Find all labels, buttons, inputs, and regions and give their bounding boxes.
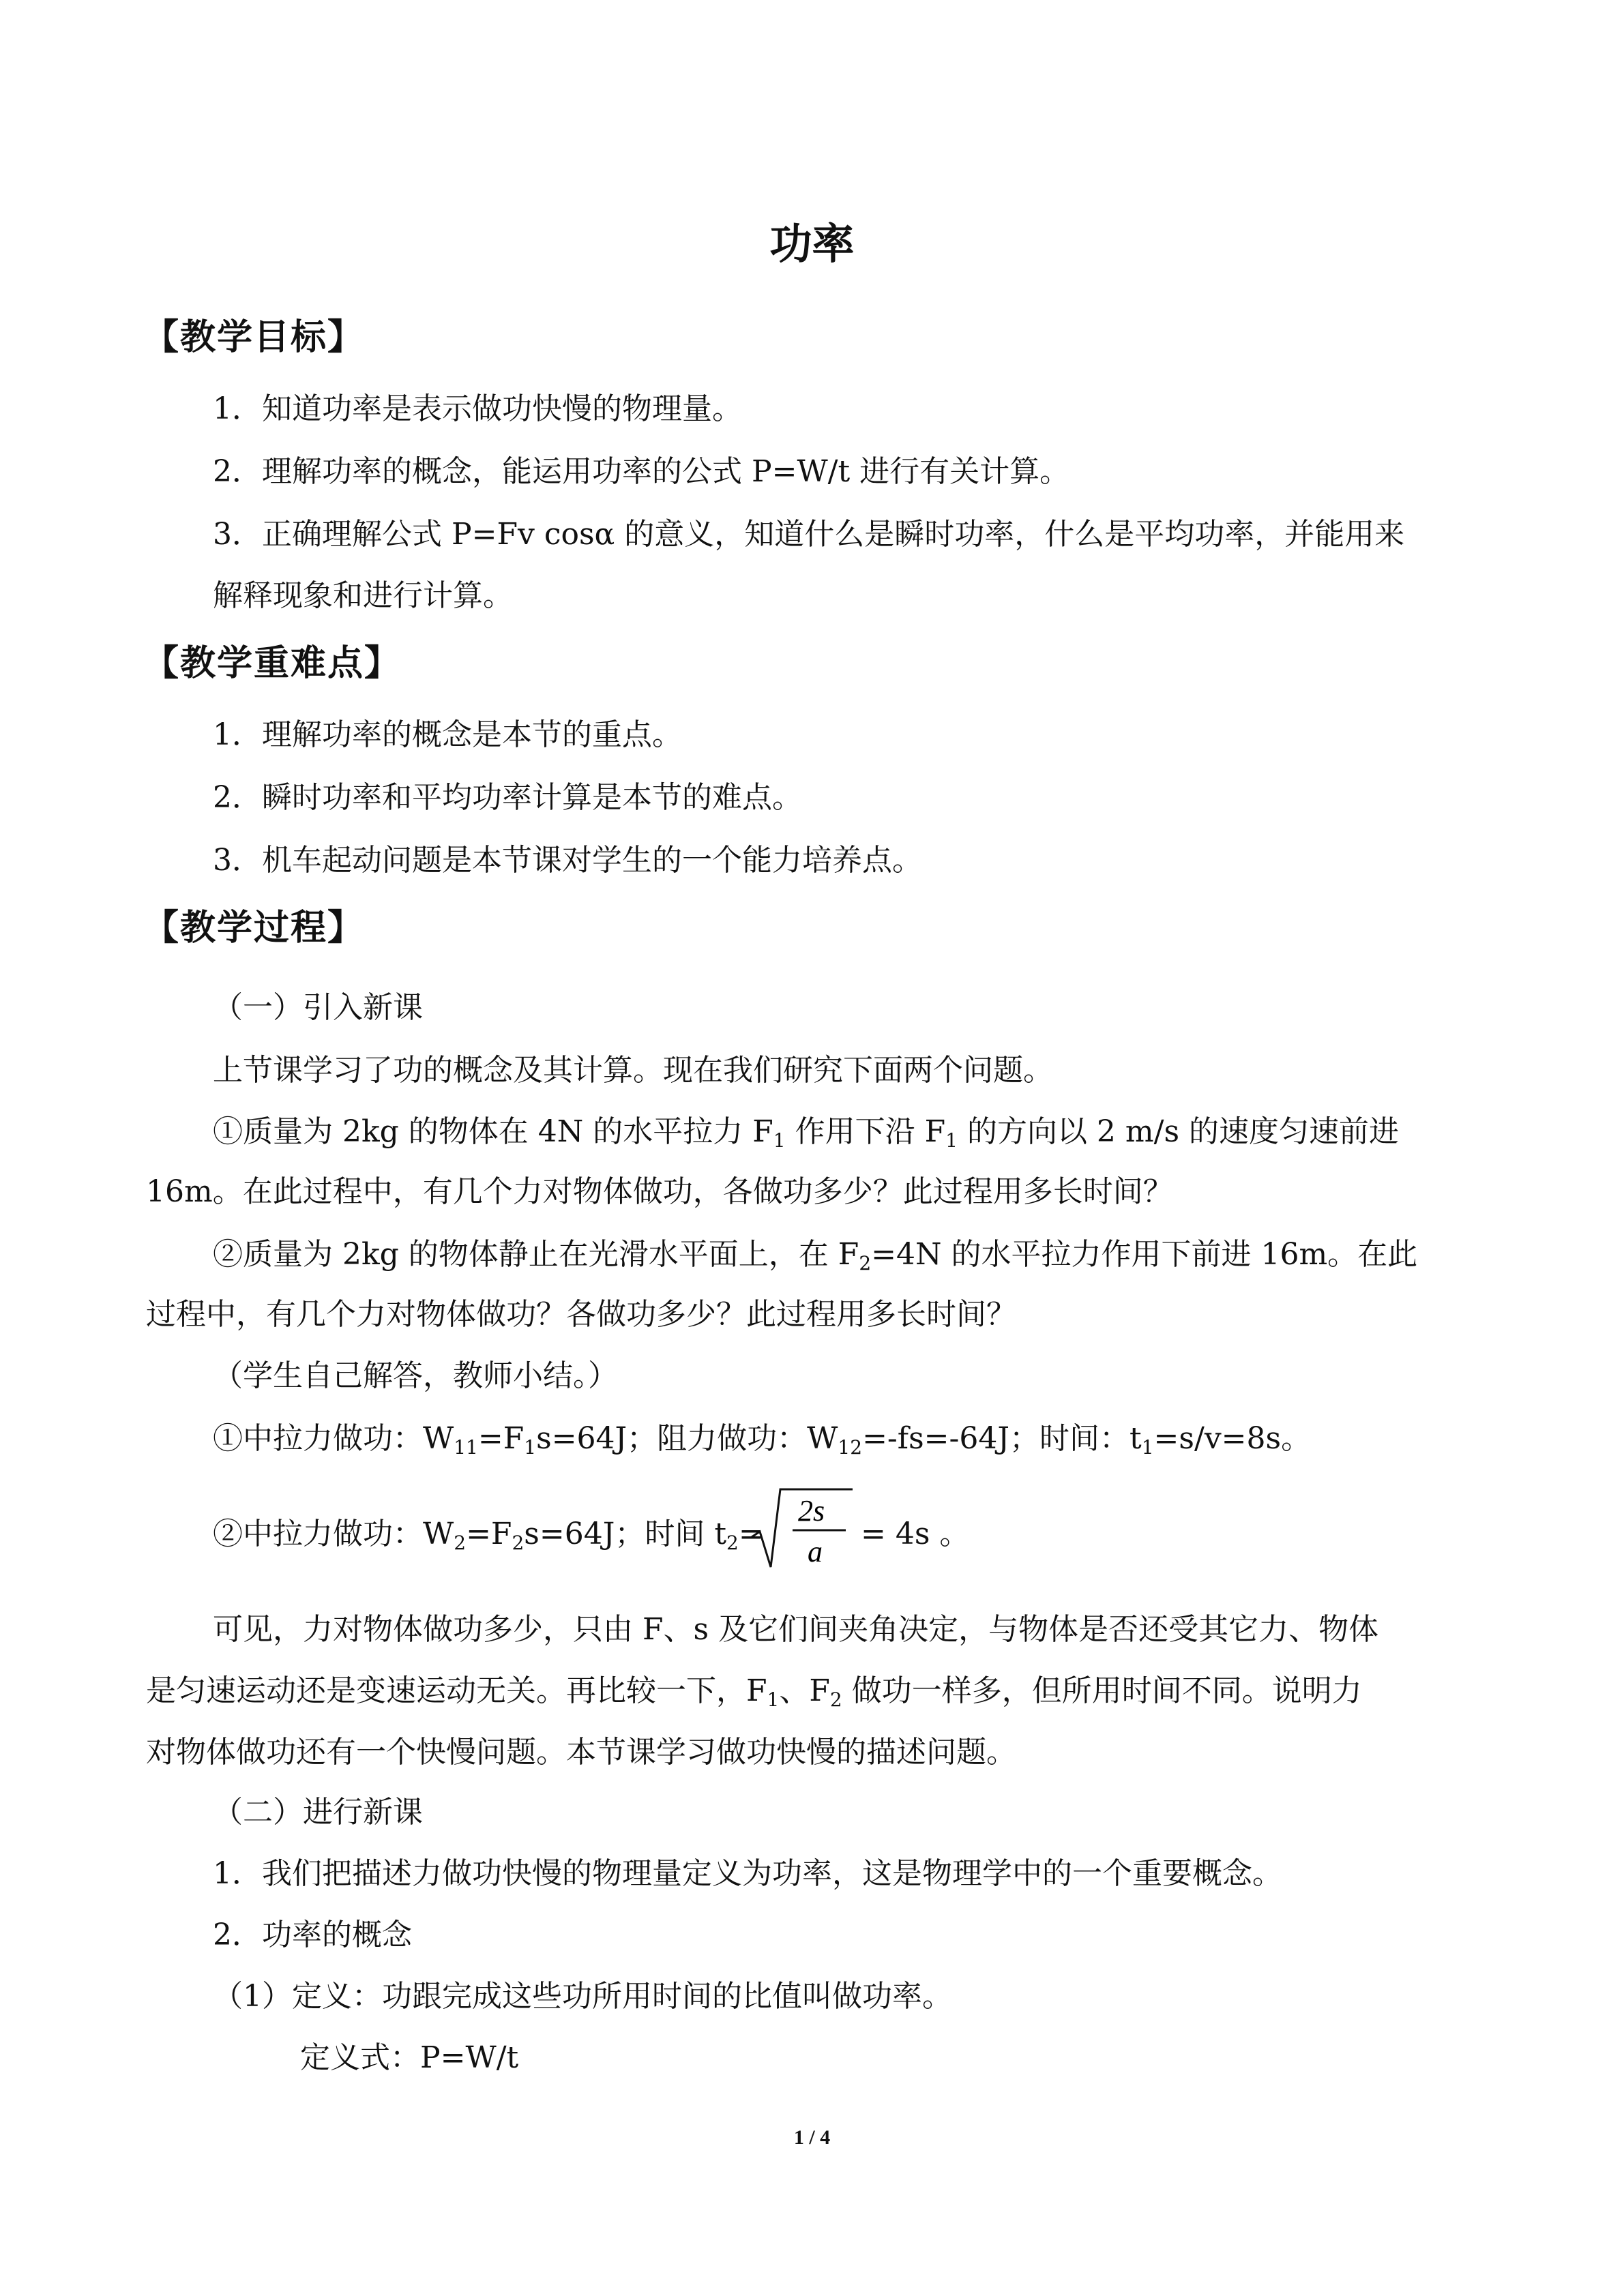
new-lesson-item-1: 1．我们把描述力做功快慢的物理量定义为功率，这是物理学中的一个重要概念。 <box>213 1856 1282 1891</box>
fraction-denominator: a <box>808 1535 823 1568</box>
goal-item-2: 2．理解功率的概念，能运用功率的公式 P=W/t 进行有关计算。 <box>213 454 1070 489</box>
fraction-numerator: 2s <box>798 1494 825 1527</box>
answer-2-result: = 4s 。 <box>861 1517 970 1551</box>
answer-1: ①中拉力做功：$W_{11}=F_1s=64J$；阻力做功：$W_{12}=-fs=-64J$；时间：$t_1=s/v=8s$。 <box>213 1421 1312 1459</box>
question-1-line-1: ①质量为 2kg 的物体在 4N 的水平拉力 $F_1$ 作用下沿 $F_1$ 的方向以 2 m/s 的速度匀速前进 <box>213 1114 1400 1152</box>
answer-2-text: ②中拉力做功：$W_2=F_2s=64J$；时间 $t_2=$ <box>213 1517 764 1554</box>
page-title: 功率 <box>769 219 855 269</box>
part1-title: （一）引入新课 <box>213 990 423 1025</box>
goal-item-1: 1．知道功率是表示做功快慢的物理量。 <box>213 391 742 426</box>
key-points-heading: 【教学重难点】 <box>143 643 402 684</box>
teacher-note: （学生自己解答，教师小结。） <box>213 1358 618 1393</box>
new-lesson-item-2: 2．功率的概念 <box>213 1918 412 1952</box>
question-2-line-2: 过程中，有几个力对物体做功？各做功多少？此过程用多长时间？ <box>146 1297 1016 1332</box>
goal-item-3-cont: 解释现象和进行计算。 <box>213 578 513 613</box>
page-number: 1 / 4 <box>793 2126 831 2149</box>
definition-formula: 定义式：P=W/t <box>300 2040 519 2075</box>
goal-item-3: 3．正确理解公式 P=Fv cosα 的意义，知道什么是瞬时功率，什么是平均功率，并能用来 <box>213 517 1405 552</box>
part2-title: （二）进行新课 <box>213 1795 423 1830</box>
question-1-line-2: 16m。在此过程中，有几个力对物体做功，各做功多少？此过程用多长时间？ <box>146 1174 1173 1209</box>
question-2-line-1: ②质量为 2kg 的物体静止在光滑水平面上，在 $F_2=4N$ 的水平拉力作用下前进 16m。在此 <box>213 1237 1418 1274</box>
key-point-3: 3．机车起动问题是本节课对学生的一个能力培养点。 <box>213 843 922 878</box>
key-point-2: 2．瞬时功率和平均功率计算是本节的难点。 <box>213 780 802 815</box>
conclusion-line-2: 是匀速运动还是变速运动无关。再比较一下，$F_1$、$F_2$ 做功一样多，但所用时间不同。说明力 <box>146 1673 1362 1711</box>
conclusion-line-3: 对物体做功还有一个快慢问题。本节课学习做功快慢的描述问题。 <box>146 1735 1016 1770</box>
definition: （1）定义：功跟完成这些功所用时间的比值叫做功率。 <box>213 1979 952 2014</box>
key-point-1: 1．理解功率的概念是本节的重点。 <box>213 717 682 752</box>
process-heading: 【教学过程】 <box>143 908 365 949</box>
conclusion-line-1: 可见，力对物体做功多少，只由 F、s 及它们间夹角决定，与物体是否还受其它力、物体 <box>213 1612 1379 1647</box>
goals-heading: 【教学目标】 <box>143 317 365 358</box>
intro-paragraph: 上节课学习了功的概念及其计算。现在我们研究下面两个问题。 <box>213 1053 1053 1088</box>
